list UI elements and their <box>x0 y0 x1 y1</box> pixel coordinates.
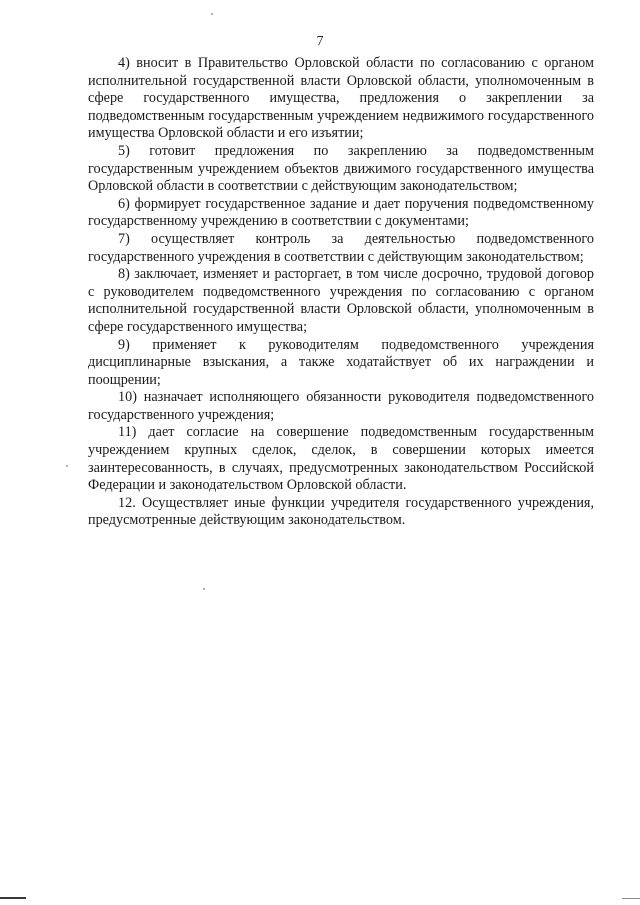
paragraph-item-9: 9) применяет к руководителям подведомственного учреждения дисциплинарные взыскания, а также ходатайствует об их награждении и поощрении; <box>88 336 594 388</box>
page-number: 7 <box>316 34 324 49</box>
scan-speck <box>203 588 205 590</box>
paragraph-item-10: 10) назначает исполняющего обязанности руководителя подведомственного государственного учреждения; <box>88 389 594 423</box>
paragraph-item-4: 4) вносит в Правительство Орловской области по согласованию с органом исполнительной государственной власти Орловской области, уполномоченным в сфере государственного имущества, предложения о закреплении за подведомственным государственным учреждением недвижимого государственного имущества Орловской области и его изъятии; <box>88 55 594 142</box>
paragraph-item-5: 5) готовит предложения по закреплению за подведомственным государственным учреждением объектов движимого государственного имущества Орловской области в соответствии с действующим законодательством; <box>88 142 594 195</box>
scan-speck <box>211 13 213 15</box>
paragraph-item-6: 6) формирует государственное задание и дает поручения подведомственному государственному учреждению в соответствии с документами; <box>88 195 594 230</box>
scan-edge-mark-right <box>622 898 640 899</box>
paragraph-item-11: 11) дает согласие на совершение подведомственным государственным учреждением крупных сделок, сделок, в совершении которых имеется заинтересованность, в случаях, предусмотренных законодательством Российской Федерации и законодательством Орловской области. <box>88 424 594 494</box>
scan-edge-mark <box>0 897 26 899</box>
document-body <box>88 55 594 530</box>
paragraph-item-12: 12. Осуществляет иные функции учредителя государственного учреждения, предусмотренные действующим законодательством. <box>88 494 594 529</box>
scan-speck <box>66 465 68 467</box>
paragraph-item-7: 7) осуществляет контроль за деятельностью подведомственного государственного учреждения в соответствии с действующим законодательством; <box>88 230 594 265</box>
paragraph-item-8: 8) заключает, изменяет и расторгает, в том числе досрочно, трудовой договор с руководителем подведомственного учреждения по согласованию с органом исполнительной государственной власти Орловской области, уполномоченным в сфере государственного имущества; <box>88 266 594 335</box>
